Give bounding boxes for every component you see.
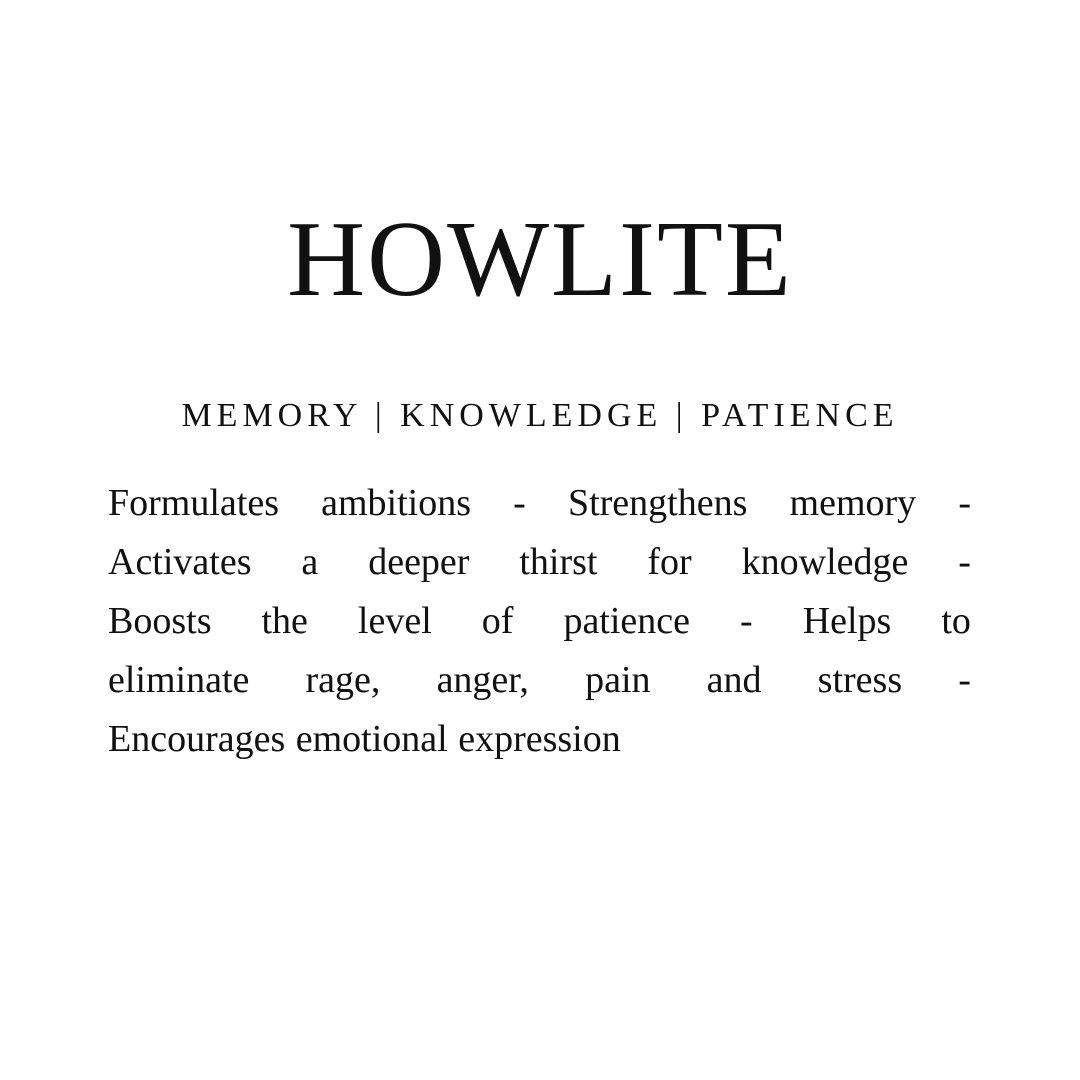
description-line: Activates a deeper thirst for knowledge - [108, 541, 971, 583]
description-line: Encourages emotional expression [108, 718, 621, 760]
description-line: eliminate rage, anger, pain and stress - [108, 659, 971, 701]
crystal-description [108, 474, 971, 769]
description-line: Formulates ambitions - Strengthens memory - [108, 482, 971, 524]
crystal-title: HOWLITE [287, 200, 793, 319]
description-line: Boosts the level of patience - Helps to [108, 600, 971, 642]
crystal-keywords: MEMORY | KNOWLEDGE | PATIENCE [181, 397, 899, 434]
